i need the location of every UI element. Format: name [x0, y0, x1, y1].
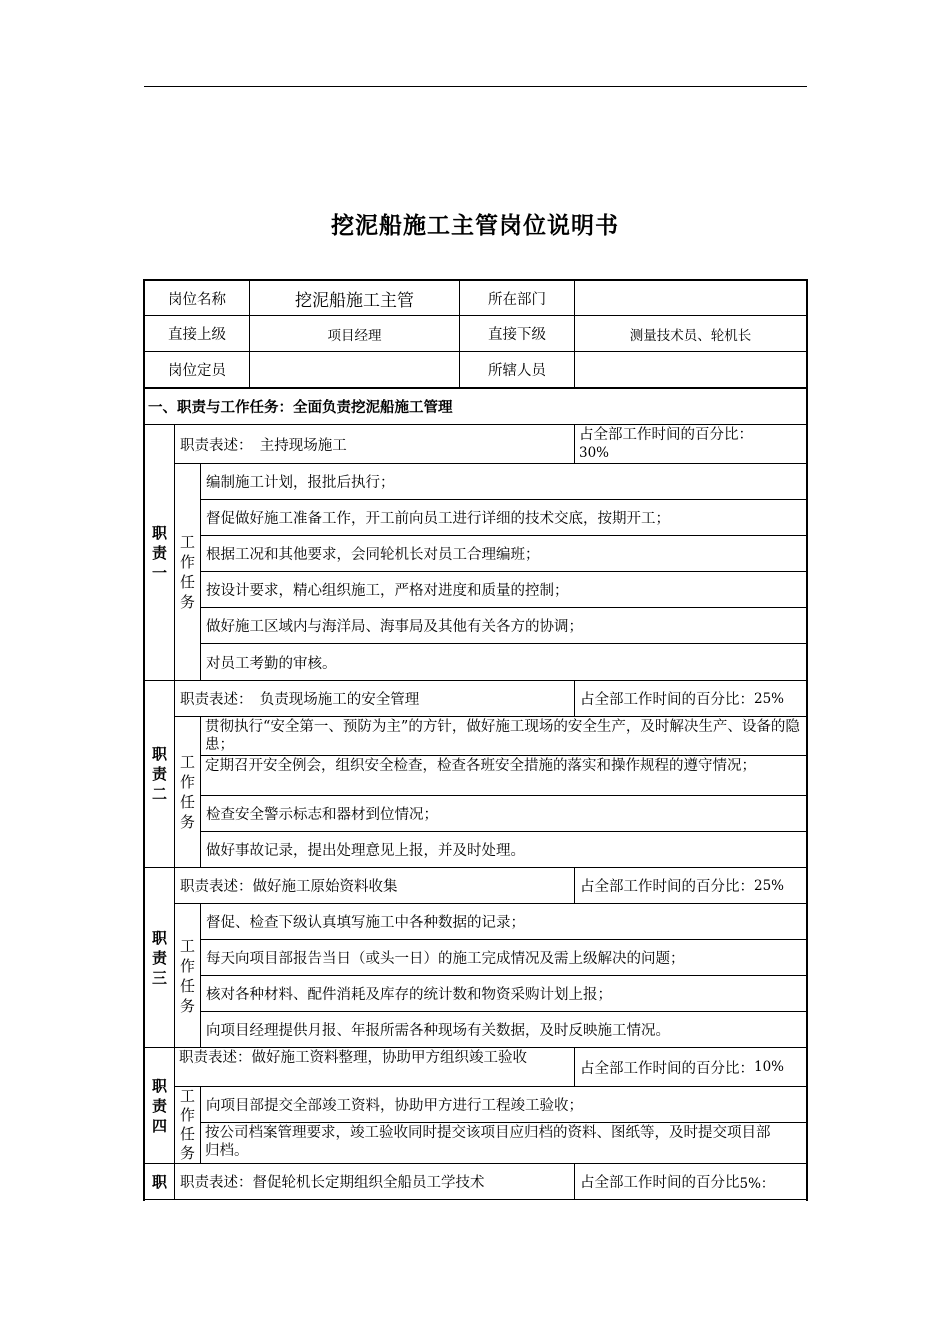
duty-1-task-5: 做好施工区域内与海洋局、海事局及其他有关各方的协调； — [200, 607, 807, 644]
subordinate-value: 测量技术员、轮机长 — [574, 315, 807, 352]
duty-2-task-4: 做好事故记录，提出处理意见上报，并及时处理。 — [200, 831, 807, 868]
duty-4-task-2: 按公司档案管理要求，竣工验收同时提交该项目应归档的资料、图纸等，及时提交项目部 归档。 — [200, 1122, 807, 1164]
duty-1-task-6: 对员工考勤的审核。 — [200, 643, 807, 681]
managed-label: 所辖人员 — [459, 351, 575, 388]
duty-1-task-1: 编制施工计划，报批后执行； — [200, 463, 807, 500]
header-rule — [144, 86, 807, 87]
section-heading: 一、职责与工作任务：全面负责挖泥船施工管理 — [144, 388, 807, 425]
duty-3-task-1: 督促、检查下级认真填写施工中各种数据的记录； — [200, 903, 807, 940]
duty-4-task-label: 工 作 任 务 — [174, 1086, 201, 1164]
duty-1-percentage: 占全部工作时间的百分比： 30% — [574, 424, 807, 464]
duty-1-task-3: 根据工况和其他要求，会同轮机长对员工合理编班； — [200, 535, 807, 572]
duty-4-label: 职 责 四 — [144, 1047, 175, 1164]
duty-3-task-4: 向项目经理提供月报、年报所需各种现场有关数据，及时反映施工情况。 — [200, 1011, 807, 1048]
superior-value: 项目经理 — [249, 315, 460, 352]
duty-2-label: 职 责 二 — [144, 680, 175, 868]
position-name-value: 挖泥船施工主管 — [249, 280, 460, 316]
duty-4-task-1: 向项目部提交全部竣工资料，协助甲方进行工程竣工验收； — [200, 1086, 807, 1123]
duty-2-task-label: 工 作 任 务 — [174, 716, 201, 868]
duty-2-task-2: 定期召开安全例会，组织安全检查，检查各班安全措施的落实和操作规程的遵守情况； — [200, 755, 807, 796]
department-label: 所在部门 — [459, 280, 575, 316]
duty-5-label: 职 — [144, 1163, 175, 1200]
department-value — [574, 280, 807, 316]
duty-1-description: 职责表述： 主持现场施工 — [174, 424, 575, 464]
duty-4-description: 职责表述：做好施工资料整理，协助甲方组织竣工验收 — [174, 1047, 575, 1087]
duty-3-label: 职 责 三 — [144, 867, 175, 1048]
duty-1-task-2: 督促做好施工准备工作，开工前向员工进行详细的技术交底，按期开工； — [200, 499, 807, 536]
subordinate-label: 直接下级 — [459, 315, 575, 352]
duty-3-percentage: 占全部工作时间的百分比： 25% — [574, 867, 807, 904]
duty-2-task-3: 检查安全警示标志和器材到位情况； — [200, 795, 807, 832]
duty-1-task-4: 按设计要求，精心组织施工，严格对进度和质量的控制； — [200, 571, 807, 608]
staffing-value — [249, 351, 460, 388]
duty-4-percentage: 占全部工作时间的百分比： 10% — [574, 1047, 807, 1087]
duty-2-description: 职责表述： 负责现场施工的安全管理 — [174, 680, 575, 717]
page-title: 挖泥船施工主管岗位说明书 — [331, 213, 619, 239]
duty-1-label: 职 责 一 — [144, 424, 175, 681]
duty-2-percentage: 占全部工作时间的百分比： 25% — [574, 680, 807, 717]
duty-5-description: 职责表述：督促轮机长定期组织全船员工学技术 — [174, 1163, 575, 1200]
staffing-label: 岗位定员 — [144, 351, 250, 388]
duty-5-percentage: 占全部工作时间的百分比 5%： — [574, 1163, 807, 1200]
duty-3-task-label: 工 作 任 务 — [174, 903, 201, 1048]
duty-1-task-label: 工 作 任 务 — [174, 463, 201, 681]
position-name-label: 岗位名称 — [144, 280, 250, 316]
duty-3-task-3: 核对各种材料、配件消耗及库存的统计数和物资采购计划上报； — [200, 975, 807, 1012]
duty-2-task-1: 贯彻执行“安全第一、预防为主”的方针，做好施工现场的安全生产，及时解决生产、设备的隐患； — [200, 716, 807, 756]
duty-3-description: 职责表述：做好施工原始资料收集 — [174, 867, 575, 904]
duty-3-task-2: 每天向项目部报告当日（或头一日）的施工完成情况及需上级解决的问题； — [200, 939, 807, 976]
managed-value — [574, 351, 807, 388]
superior-label: 直接上级 — [144, 315, 250, 352]
